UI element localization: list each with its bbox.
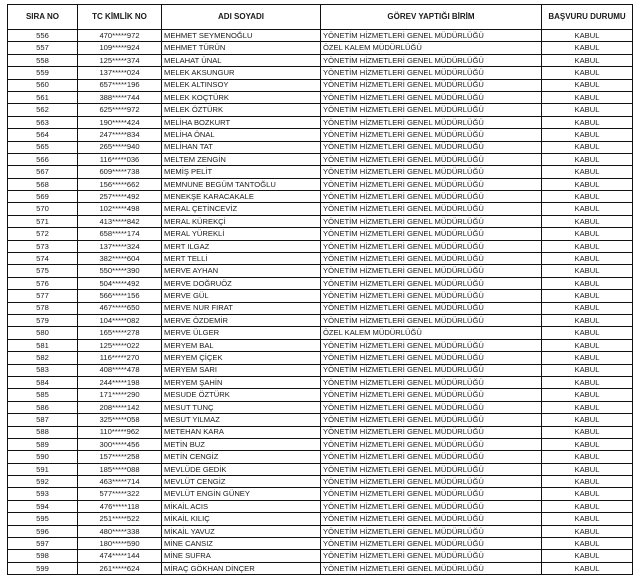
table-row [8, 253, 633, 265]
cell-tc-kimlik-no: 185*****088 [78, 463, 162, 475]
header-tc-kimlik-no: TC KİMLİK NO [78, 5, 162, 30]
cell-sira-no: 596 [8, 525, 78, 537]
cell-tc-kimlik-no: 102*****498 [78, 203, 162, 215]
cell-tc-kimlik-no: 388*****744 [78, 91, 162, 103]
cell-gorev-yaptigi-birim: YÖNETİM HİZMETLERİ GENEL MÜDÜRLÜĞÜ [321, 215, 542, 227]
cell-adi-soyadi: METİN CENGİZ [162, 451, 321, 463]
cell-gorev-yaptigi-birim: YÖNETİM HİZMETLERİ GENEL MÜDÜRLÜĞÜ [321, 191, 542, 203]
cell-adi-soyadi: MELEK ÖZTÜRK [162, 104, 321, 116]
cell-adi-soyadi: MERT TELLİ [162, 253, 321, 265]
cell-sira-no: 599 [8, 562, 78, 574]
cell-gorev-yaptigi-birim: YÖNETİM HİZMETLERİ GENEL MÜDÜRLÜĞÜ [321, 153, 542, 165]
cell-adi-soyadi: MERVE DOĞRUÖZ [162, 277, 321, 289]
cell-adi-soyadi: MİRAÇ GÖKHAN DİNÇER [162, 562, 321, 574]
cell-gorev-yaptigi-birim: YÖNETİM HİZMETLERİ GENEL MÜDÜRLÜĞÜ [321, 550, 542, 562]
table-row [8, 215, 633, 227]
cell-tc-kimlik-no: 247*****834 [78, 129, 162, 141]
cell-adi-soyadi: MEVLÜT ENGİN GÜNEY [162, 488, 321, 500]
cell-gorev-yaptigi-birim: YÖNETİM HİZMETLERİ GENEL MÜDÜRLÜĞÜ [321, 116, 542, 128]
cell-adi-soyadi: MERAL YÜREKLİ [162, 228, 321, 240]
table-row [8, 327, 633, 339]
cell-tc-kimlik-no: 137*****024 [78, 67, 162, 79]
cell-basvuru-durumu: KABUL [542, 228, 633, 240]
table-row [8, 500, 633, 512]
cell-sira-no: 560 [8, 79, 78, 91]
table-row [8, 476, 633, 488]
cell-tc-kimlik-no: 244*****198 [78, 376, 162, 388]
cell-adi-soyadi: MERYEM ÇİÇEK [162, 352, 321, 364]
cell-gorev-yaptigi-birim: YÖNETİM HİZMETLERİ GENEL MÜDÜRLÜĞÜ [321, 141, 542, 153]
cell-sira-no: 574 [8, 253, 78, 265]
cell-gorev-yaptigi-birim: YÖNETİM HİZMETLERİ GENEL MÜDÜRLÜĞÜ [321, 339, 542, 351]
cell-sira-no: 569 [8, 191, 78, 203]
table-row [8, 79, 633, 91]
cell-tc-kimlik-no: 470*****972 [78, 30, 162, 42]
table-row [8, 414, 633, 426]
cell-tc-kimlik-no: 110*****962 [78, 426, 162, 438]
cell-basvuru-durumu: KABUL [542, 203, 633, 215]
cell-sira-no: 595 [8, 513, 78, 525]
cell-basvuru-durumu: KABUL [542, 426, 633, 438]
cell-adi-soyadi: MEHMET SEYMENOĞLU [162, 30, 321, 42]
table-row [8, 166, 633, 178]
cell-tc-kimlik-no: 382*****604 [78, 253, 162, 265]
table-header [8, 5, 633, 30]
cell-basvuru-durumu: KABUL [542, 376, 633, 388]
cell-gorev-yaptigi-birim: YÖNETİM HİZMETLERİ GENEL MÜDÜRLÜĞÜ [321, 513, 542, 525]
cell-gorev-yaptigi-birim: YÖNETİM HİZMETLERİ GENEL MÜDÜRLÜĞÜ [321, 476, 542, 488]
cell-gorev-yaptigi-birim: YÖNETİM HİZMETLERİ GENEL MÜDÜRLÜĞÜ [321, 389, 542, 401]
cell-sira-no: 585 [8, 389, 78, 401]
cell-sira-no: 570 [8, 203, 78, 215]
cell-sira-no: 572 [8, 228, 78, 240]
table-row [8, 178, 633, 190]
cell-adi-soyadi: MİNE CANSIZ [162, 538, 321, 550]
table-row [8, 562, 633, 574]
table-row [8, 376, 633, 388]
table-row [8, 451, 633, 463]
cell-basvuru-durumu: KABUL [542, 327, 633, 339]
cell-tc-kimlik-no: 625*****972 [78, 104, 162, 116]
cell-tc-kimlik-no: 137*****324 [78, 240, 162, 252]
cell-gorev-yaptigi-birim: YÖNETİM HİZMETLERİ GENEL MÜDÜRLÜĞÜ [321, 414, 542, 426]
cell-gorev-yaptigi-birim: YÖNETİM HİZMETLERİ GENEL MÜDÜRLÜĞÜ [321, 302, 542, 314]
cell-adi-soyadi: MERYEM ŞAHİN [162, 376, 321, 388]
cell-basvuru-durumu: KABUL [542, 562, 633, 574]
cell-basvuru-durumu: KABUL [542, 153, 633, 165]
cell-tc-kimlik-no: 116*****036 [78, 153, 162, 165]
table-row [8, 488, 633, 500]
table-row [8, 129, 633, 141]
cell-adi-soyadi: MİNE SUFRA [162, 550, 321, 562]
cell-sira-no: 567 [8, 166, 78, 178]
cell-gorev-yaptigi-birim: YÖNETİM HİZMETLERİ GENEL MÜDÜRLÜĞÜ [321, 364, 542, 376]
table-row [8, 438, 633, 450]
table-row [8, 91, 633, 103]
cell-basvuru-durumu: KABUL [542, 141, 633, 153]
cell-basvuru-durumu: KABUL [542, 314, 633, 326]
header-gorev-yaptigi-birim: GÖREV YAPTIĞI BİRİM [321, 5, 542, 30]
cell-gorev-yaptigi-birim: YÖNETİM HİZMETLERİ GENEL MÜDÜRLÜĞÜ [321, 500, 542, 512]
cell-adi-soyadi: MERT ILGAZ [162, 240, 321, 252]
cell-sira-no: 584 [8, 376, 78, 388]
cell-sira-no: 576 [8, 277, 78, 289]
table-row [8, 42, 633, 54]
cell-sira-no: 579 [8, 314, 78, 326]
cell-basvuru-durumu: KABUL [542, 513, 633, 525]
cell-tc-kimlik-no: 609*****738 [78, 166, 162, 178]
cell-tc-kimlik-no: 125*****022 [78, 339, 162, 351]
cell-adi-soyadi: METİN BUZ [162, 438, 321, 450]
cell-tc-kimlik-no: 265*****940 [78, 141, 162, 153]
cell-adi-soyadi: MENEKŞE KARACAKALE [162, 191, 321, 203]
cell-gorev-yaptigi-birim: YÖNETİM HİZMETLERİ GENEL MÜDÜRLÜĞÜ [321, 352, 542, 364]
cell-basvuru-durumu: KABUL [542, 215, 633, 227]
cell-gorev-yaptigi-birim: YÖNETİM HİZMETLERİ GENEL MÜDÜRLÜĞÜ [321, 129, 542, 141]
cell-sira-no: 580 [8, 327, 78, 339]
table-row [8, 513, 633, 525]
cell-gorev-yaptigi-birim: YÖNETİM HİZMETLERİ GENEL MÜDÜRLÜĞÜ [321, 203, 542, 215]
cell-adi-soyadi: MEHMET TÜRÜN [162, 42, 321, 54]
cell-gorev-yaptigi-birim: YÖNETİM HİZMETLERİ GENEL MÜDÜRLÜĞÜ [321, 562, 542, 574]
table-row [8, 525, 633, 537]
cell-sira-no: 590 [8, 451, 78, 463]
cell-gorev-yaptigi-birim: YÖNETİM HİZMETLERİ GENEL MÜDÜRLÜĞÜ [321, 253, 542, 265]
table-row [8, 54, 633, 66]
cell-gorev-yaptigi-birim: YÖNETİM HİZMETLERİ GENEL MÜDÜRLÜĞÜ [321, 228, 542, 240]
cell-tc-kimlik-no: 408*****478 [78, 364, 162, 376]
cell-adi-soyadi: MESUT YILMAZ [162, 414, 321, 426]
cell-tc-kimlik-no: 171*****290 [78, 389, 162, 401]
cell-tc-kimlik-no: 658*****174 [78, 228, 162, 240]
cell-basvuru-durumu: KABUL [542, 67, 633, 79]
cell-gorev-yaptigi-birim: YÖNETİM HİZMETLERİ GENEL MÜDÜRLÜĞÜ [321, 426, 542, 438]
table-body [8, 30, 633, 575]
cell-tc-kimlik-no: 550*****390 [78, 265, 162, 277]
cell-sira-no: 558 [8, 54, 78, 66]
cell-tc-kimlik-no: 504*****492 [78, 277, 162, 289]
table-row [8, 352, 633, 364]
table-row [8, 67, 633, 79]
cell-sira-no: 557 [8, 42, 78, 54]
cell-tc-kimlik-no: 657*****196 [78, 79, 162, 91]
cell-gorev-yaptigi-birim: YÖNETİM HİZMETLERİ GENEL MÜDÜRLÜĞÜ [321, 401, 542, 413]
cell-tc-kimlik-no: 190*****424 [78, 116, 162, 128]
cell-adi-soyadi: MELİHAN TAT [162, 141, 321, 153]
cell-tc-kimlik-no: 261*****624 [78, 562, 162, 574]
cell-gorev-yaptigi-birim: YÖNETİM HİZMETLERİ GENEL MÜDÜRLÜĞÜ [321, 438, 542, 450]
cell-adi-soyadi: MERAL KÜREKÇİ [162, 215, 321, 227]
cell-adi-soyadi: MELİHA ÖNAL [162, 129, 321, 141]
table-row [8, 364, 633, 376]
table-row [8, 265, 633, 277]
cell-adi-soyadi: MELEK AKSUNGUR [162, 67, 321, 79]
cell-tc-kimlik-no: 413*****842 [78, 215, 162, 227]
cell-gorev-yaptigi-birim: YÖNETİM HİZMETLERİ GENEL MÜDÜRLÜĞÜ [321, 67, 542, 79]
cell-tc-kimlik-no: 257*****492 [78, 191, 162, 203]
cell-sira-no: 571 [8, 215, 78, 227]
cell-gorev-yaptigi-birim: YÖNETİM HİZMETLERİ GENEL MÜDÜRLÜĞÜ [321, 178, 542, 190]
cell-basvuru-durumu: KABUL [542, 116, 633, 128]
applicants-table [7, 4, 633, 575]
cell-basvuru-durumu: KABUL [542, 525, 633, 537]
cell-sira-no: 562 [8, 104, 78, 116]
table-row [8, 389, 633, 401]
cell-sira-no: 561 [8, 91, 78, 103]
cell-sira-no: 581 [8, 339, 78, 351]
cell-tc-kimlik-no: 116*****270 [78, 352, 162, 364]
cell-basvuru-durumu: KABUL [542, 463, 633, 475]
cell-gorev-yaptigi-birim: YÖNETİM HİZMETLERİ GENEL MÜDÜRLÜĞÜ [321, 451, 542, 463]
cell-basvuru-durumu: KABUL [542, 414, 633, 426]
cell-tc-kimlik-no: 109*****924 [78, 42, 162, 54]
cell-sira-no: 559 [8, 67, 78, 79]
cell-tc-kimlik-no: 208*****142 [78, 401, 162, 413]
cell-sira-no: 566 [8, 153, 78, 165]
cell-tc-kimlik-no: 180*****590 [78, 538, 162, 550]
table-row [8, 463, 633, 475]
cell-gorev-yaptigi-birim: YÖNETİM HİZMETLERİ GENEL MÜDÜRLÜĞÜ [321, 265, 542, 277]
cell-adi-soyadi: MELEK ALTINSOY [162, 79, 321, 91]
cell-basvuru-durumu: KABUL [542, 302, 633, 314]
cell-basvuru-durumu: KABUL [542, 538, 633, 550]
cell-sira-no: 587 [8, 414, 78, 426]
cell-tc-kimlik-no: 157*****258 [78, 451, 162, 463]
cell-adi-soyadi: MESUDE ÖZTÜRK [162, 389, 321, 401]
cell-basvuru-durumu: KABUL [542, 166, 633, 178]
cell-tc-kimlik-no: 577*****322 [78, 488, 162, 500]
cell-basvuru-durumu: KABUL [542, 253, 633, 265]
cell-basvuru-durumu: KABUL [542, 500, 633, 512]
cell-adi-soyadi: MİKAİL ACIS [162, 500, 321, 512]
cell-basvuru-durumu: KABUL [542, 438, 633, 450]
cell-sira-no: 594 [8, 500, 78, 512]
table-row [8, 401, 633, 413]
table-row [8, 277, 633, 289]
cell-sira-no: 563 [8, 116, 78, 128]
cell-adi-soyadi: MELAHAT ÜNAL [162, 54, 321, 66]
cell-sira-no: 583 [8, 364, 78, 376]
cell-tc-kimlik-no: 476*****118 [78, 500, 162, 512]
table-row [8, 550, 633, 562]
cell-basvuru-durumu: KABUL [542, 191, 633, 203]
table-row [8, 104, 633, 116]
cell-gorev-yaptigi-birim: YÖNETİM HİZMETLERİ GENEL MÜDÜRLÜĞÜ [321, 166, 542, 178]
cell-sira-no: 588 [8, 426, 78, 438]
cell-gorev-yaptigi-birim: YÖNETİM HİZMETLERİ GENEL MÜDÜRLÜĞÜ [321, 376, 542, 388]
cell-tc-kimlik-no: 125*****374 [78, 54, 162, 66]
table-row [8, 228, 633, 240]
cell-gorev-yaptigi-birim: YÖNETİM HİZMETLERİ GENEL MÜDÜRLÜĞÜ [321, 525, 542, 537]
cell-adi-soyadi: MERYEM BAL [162, 339, 321, 351]
cell-adi-soyadi: MERVE ÖZDEMİR [162, 314, 321, 326]
table-row [8, 339, 633, 351]
cell-tc-kimlik-no: 165*****278 [78, 327, 162, 339]
cell-adi-soyadi: MELEK KOÇTÜRK [162, 91, 321, 103]
cell-sira-no: 597 [8, 538, 78, 550]
cell-adi-soyadi: MERYEM SARI [162, 364, 321, 376]
cell-basvuru-durumu: KABUL [542, 54, 633, 66]
cell-gorev-yaptigi-birim: YÖNETİM HİZMETLERİ GENEL MÜDÜRLÜĞÜ [321, 290, 542, 302]
cell-basvuru-durumu: KABUL [542, 79, 633, 91]
cell-sira-no: 589 [8, 438, 78, 450]
cell-basvuru-durumu: KABUL [542, 401, 633, 413]
cell-basvuru-durumu: KABUL [542, 364, 633, 376]
cell-tc-kimlik-no: 325*****058 [78, 414, 162, 426]
cell-gorev-yaptigi-birim: ÖZEL KALEM MÜDÜRLÜĞÜ [321, 42, 542, 54]
cell-tc-kimlik-no: 251*****522 [78, 513, 162, 525]
cell-basvuru-durumu: KABUL [542, 104, 633, 116]
cell-tc-kimlik-no: 300*****456 [78, 438, 162, 450]
cell-gorev-yaptigi-birim: YÖNETİM HİZMETLERİ GENEL MÜDÜRLÜĞÜ [321, 277, 542, 289]
cell-basvuru-durumu: KABUL [542, 451, 633, 463]
cell-basvuru-durumu: KABUL [542, 476, 633, 488]
cell-sira-no: 565 [8, 141, 78, 153]
cell-sira-no: 577 [8, 290, 78, 302]
cell-basvuru-durumu: KABUL [542, 290, 633, 302]
cell-adi-soyadi: MİKAİL KILIÇ [162, 513, 321, 525]
cell-basvuru-durumu: KABUL [542, 30, 633, 42]
table-row [8, 116, 633, 128]
cell-basvuru-durumu: KABUL [542, 277, 633, 289]
table-row [8, 290, 633, 302]
table-row [8, 203, 633, 215]
cell-gorev-yaptigi-birim: YÖNETİM HİZMETLERİ GENEL MÜDÜRLÜĞÜ [321, 314, 542, 326]
cell-tc-kimlik-no: 104*****082 [78, 314, 162, 326]
cell-gorev-yaptigi-birim: YÖNETİM HİZMETLERİ GENEL MÜDÜRLÜĞÜ [321, 104, 542, 116]
cell-tc-kimlik-no: 480*****338 [78, 525, 162, 537]
cell-sira-no: 573 [8, 240, 78, 252]
cell-adi-soyadi: MESUT TUNÇ [162, 401, 321, 413]
cell-sira-no: 564 [8, 129, 78, 141]
cell-sira-no: 582 [8, 352, 78, 364]
table-row [8, 302, 633, 314]
cell-adi-soyadi: MEVLÜDE GEDİK [162, 463, 321, 475]
cell-adi-soyadi: MEMİŞ PELİT [162, 166, 321, 178]
cell-adi-soyadi: MERVE ÜLGER [162, 327, 321, 339]
cell-basvuru-durumu: KABUL [542, 352, 633, 364]
cell-gorev-yaptigi-birim: YÖNETİM HİZMETLERİ GENEL MÜDÜRLÜĞÜ [321, 54, 542, 66]
cell-basvuru-durumu: KABUL [542, 550, 633, 562]
cell-sira-no: 591 [8, 463, 78, 475]
cell-basvuru-durumu: KABUL [542, 178, 633, 190]
header-basvuru-durumu: BAŞVURU DURUMU [542, 5, 633, 30]
table-row [8, 30, 633, 42]
cell-tc-kimlik-no: 474*****144 [78, 550, 162, 562]
cell-basvuru-durumu: KABUL [542, 240, 633, 252]
cell-adi-soyadi: MELTEM ZENGİN [162, 153, 321, 165]
cell-adi-soyadi: MEVLÜT CENGİZ [162, 476, 321, 488]
header-adi-soyadi: ADI SOYADI [162, 5, 321, 30]
cell-sira-no: 568 [8, 178, 78, 190]
table-row [8, 240, 633, 252]
cell-sira-no: 578 [8, 302, 78, 314]
header-sira-no: SIRA NO [8, 5, 78, 30]
cell-basvuru-durumu: KABUL [542, 42, 633, 54]
cell-sira-no: 592 [8, 476, 78, 488]
cell-adi-soyadi: MERVE GÜL [162, 290, 321, 302]
cell-sira-no: 598 [8, 550, 78, 562]
cell-basvuru-durumu: KABUL [542, 389, 633, 401]
cell-basvuru-durumu: KABUL [542, 91, 633, 103]
table-row [8, 314, 633, 326]
cell-adi-soyadi: MİKAİL YAVUZ [162, 525, 321, 537]
cell-tc-kimlik-no: 566*****156 [78, 290, 162, 302]
cell-basvuru-durumu: KABUL [542, 488, 633, 500]
cell-sira-no: 586 [8, 401, 78, 413]
cell-basvuru-durumu: KABUL [542, 265, 633, 277]
table-row [8, 141, 633, 153]
header-row [8, 5, 633, 30]
cell-gorev-yaptigi-birim: YÖNETİM HİZMETLERİ GENEL MÜDÜRLÜĞÜ [321, 30, 542, 42]
cell-gorev-yaptigi-birim: YÖNETİM HİZMETLERİ GENEL MÜDÜRLÜĞÜ [321, 538, 542, 550]
cell-gorev-yaptigi-birim: YÖNETİM HİZMETLERİ GENEL MÜDÜRLÜĞÜ [321, 463, 542, 475]
cell-adi-soyadi: MEMNUNE BEGÜM TANTOĞLU [162, 178, 321, 190]
cell-adi-soyadi: MERVE AYHAN [162, 265, 321, 277]
cell-basvuru-durumu: KABUL [542, 339, 633, 351]
table-row [8, 538, 633, 550]
cell-gorev-yaptigi-birim: YÖNETİM HİZMETLERİ GENEL MÜDÜRLÜĞÜ [321, 91, 542, 103]
cell-basvuru-durumu: KABUL [542, 129, 633, 141]
cell-gorev-yaptigi-birim: YÖNETİM HİZMETLERİ GENEL MÜDÜRLÜĞÜ [321, 79, 542, 91]
cell-adi-soyadi: METEHAN KARA [162, 426, 321, 438]
cell-sira-no: 575 [8, 265, 78, 277]
cell-adi-soyadi: MELİHA BOZKURT [162, 116, 321, 128]
cell-gorev-yaptigi-birim: ÖZEL KALEM MÜDÜRLÜĞÜ [321, 327, 542, 339]
table-row [8, 426, 633, 438]
cell-tc-kimlik-no: 467*****650 [78, 302, 162, 314]
table-row [8, 191, 633, 203]
cell-gorev-yaptigi-birim: YÖNETİM HİZMETLERİ GENEL MÜDÜRLÜĞÜ [321, 240, 542, 252]
cell-tc-kimlik-no: 463*****714 [78, 476, 162, 488]
cell-sira-no: 556 [8, 30, 78, 42]
cell-adi-soyadi: MERVE NUR FIRAT [162, 302, 321, 314]
table-row [8, 153, 633, 165]
cell-sira-no: 593 [8, 488, 78, 500]
cell-gorev-yaptigi-birim: YÖNETİM HİZMETLERİ GENEL MÜDÜRLÜĞÜ [321, 488, 542, 500]
cell-tc-kimlik-no: 156*****662 [78, 178, 162, 190]
cell-adi-soyadi: MERAL ÇETİNCEVİZ [162, 203, 321, 215]
